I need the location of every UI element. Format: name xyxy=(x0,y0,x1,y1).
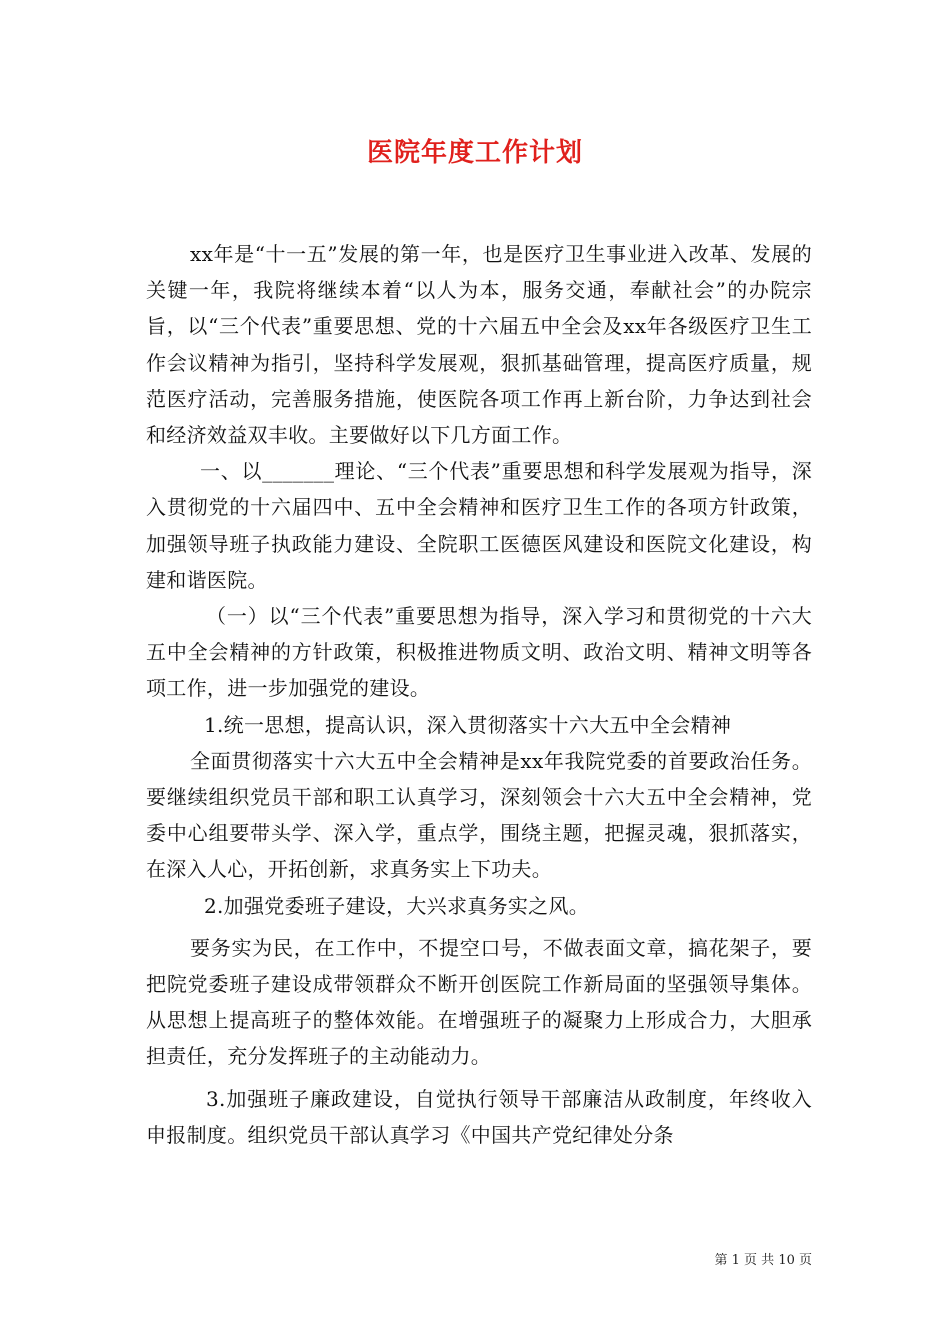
paragraph-item-1-body: 全面贯彻落实十六大五中全会精神是xx年我院党委的首要政治任务。要继续组织党员干部和职工认真学习，深刻领会十六大五中全会精神，党委中心组要带头学、深入学，重点学，围绕主题，把握灵魂，狠抓落实，在深入人心，开拓创新，求真务实上下功夫。 xyxy=(146,748,812,882)
page-number-footer: 第 1 页 共 10 页 xyxy=(714,1253,812,1268)
paragraph-item-2-body: 要务实为民，在工作中，不提空口号，不做表面文章，搞花架子，要把院党委班子建设成带领群众不断开创医院工作新局面的坚强领导集体。从思想上提高班子的整体效能。在增强班子的凝聚力上形成合力，大胆承担责任，充分发挥班子的主动能动力。 xyxy=(146,935,812,1069)
paragraph-item-1-heading: 1.统一思想，提高认识，深入贯彻落实十六大五中全会精神 xyxy=(204,712,732,737)
paragraph-subsection-one: （一）以“三个代表”重要思想为指导，深入学习和贯彻党的十六大五中全会精神的方针政策，积极推进物质文明、政治文明、精神文明等各项工作，进一步加强党的建设。 xyxy=(146,604,812,701)
document-title: 医院年度工作计划 xyxy=(366,138,583,168)
paragraph-intro: xx年是“十一五”发展的第一年，也是医疗卫生事业进入改革、发展的关键一年，我院将继续本着“以人为本，服务交通，奉献社会”的办院宗旨，以“三个代表”重要思想、党的十六届五中全会及xx年各级医疗卫生工作会议精神为指引，坚持科学发展观，狠抓基础管理，提高医疗质量，规范医疗活动，完善服务措施，使医院各项工作再上新台阶，力争达到社会和经济效益双丰收。主要做好以下几方面工作。 xyxy=(146,242,812,448)
document-body xyxy=(146,236,812,1153)
paragraph-item-3: 3.加强班子廉政建设，自觉执行领导干部廉洁从政制度，年终收入申报制度。组织党员干部认真学习《中国共产党纪律处分条 xyxy=(146,1086,812,1147)
paragraph-item-2-heading: 2.加强党委班子建设，大兴求真务实之风。 xyxy=(204,893,590,918)
paragraph-section-one: 一、以_______理论、“三个代表”重要思想和科学发展观为指导，深入贯彻党的十六届四中、五中全会精神和医疗卫生工作的各项方针政策，加强领导班子执政能力建设、全院职工医德医风建设和医院文化建设，构建和谐医院。 xyxy=(146,459,812,592)
